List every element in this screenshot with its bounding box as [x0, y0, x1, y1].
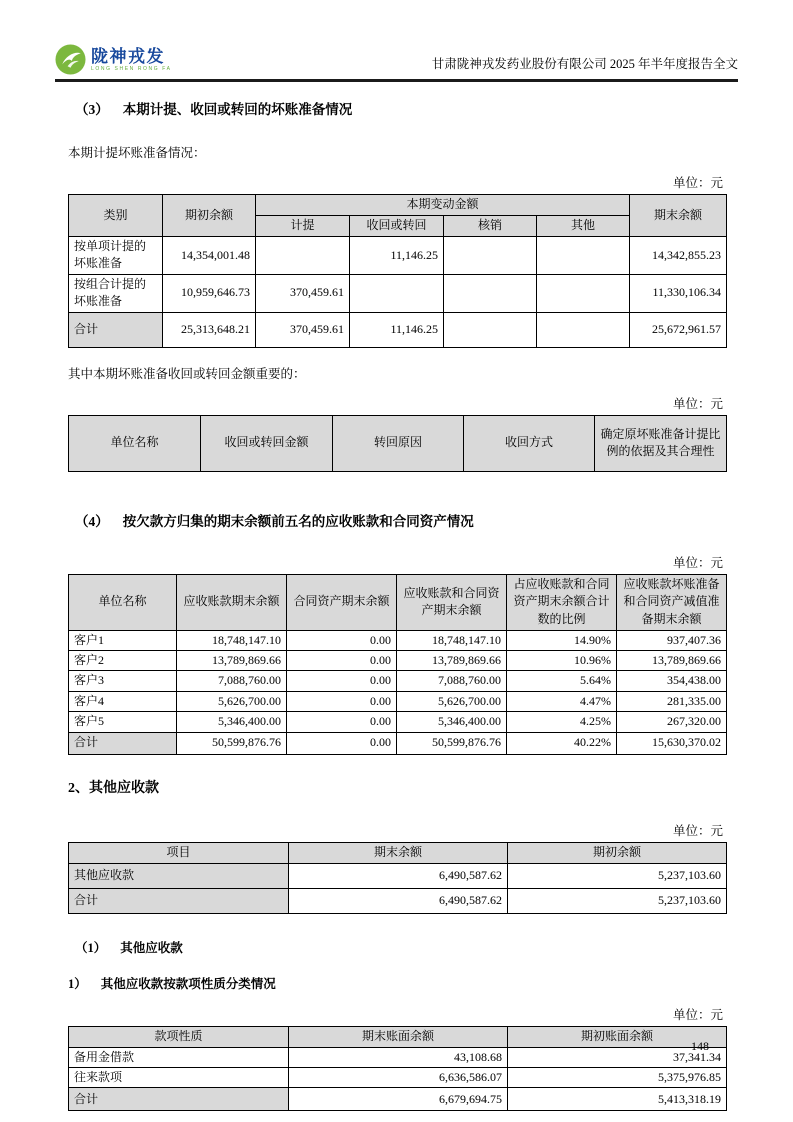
- t3-header-contract-asset-closing: 合同资产期末余额: [287, 574, 397, 630]
- table-total-row: 合计 50,599,876.76 0.00 50,599,876.76 40.22% 15,630,370.02: [69, 732, 727, 754]
- table-total-row: 合计 6,490,587.62 5,237,103.60: [69, 888, 727, 913]
- t1-header-opening-balance: 期初余额: [163, 195, 256, 237]
- table-row: 备用金借款 43,108.68 37,341.34: [69, 1047, 727, 1067]
- t1-header-writeoff: 核销: [444, 216, 537, 237]
- table-row: 往来款项 6,636,586.07 5,375,976.85: [69, 1067, 727, 1087]
- section-2-1-heading: [75, 938, 738, 956]
- t5-header-closing-book-balance: 期末账面余额: [289, 1026, 508, 1047]
- table-row: 客户3 7,088,760.00 0.00 7,088,760.00 5.64% 354,438.00: [69, 671, 727, 691]
- t3-header-unit-name: 单位名称: [69, 574, 177, 630]
- t3-total-label: 合计: [69, 732, 177, 754]
- table-row: 客户1 18,748,147.10 0.00 18,748,147.10 14.90% 937,407.36: [69, 630, 727, 650]
- table-row: 客户2 13,789,869.66 0.00 13,789,869.66 10.96% 13,789,869.66: [69, 650, 727, 670]
- company-logo-icon: [55, 44, 86, 75]
- t4-header-item: 项目: [69, 842, 289, 863]
- t3-row-label: 客户3: [69, 671, 177, 691]
- section-2-1-1-heading: [68, 974, 738, 992]
- t5-row-label: 备用金借款: [69, 1047, 289, 1067]
- t3-row-label: 客户5: [69, 712, 177, 732]
- t1-row-label: 按组合计提的坏账准备: [69, 274, 163, 312]
- section-4-heading: [75, 510, 738, 530]
- page-number: 148: [691, 1039, 709, 1053]
- t4-row-label: 其他应收款: [69, 863, 289, 888]
- t1-header-recovered: 收回或转回: [350, 216, 444, 237]
- unit-label: 单位：元: [672, 176, 723, 190]
- t1-row-label: 按单项计提的坏账准备: [69, 237, 163, 275]
- t2-header-unit-name: 单位名称: [69, 415, 201, 471]
- t3-header-ar-and-contract-closing: 应收账款和合同资产期末余额: [397, 574, 507, 630]
- company-logo: [55, 44, 172, 75]
- section-2-1-title: 其他应收款: [120, 940, 183, 955]
- document-title: 甘肃陇神戎发药业股份有限公司 2025 年半年度报告全文: [431, 57, 738, 71]
- top-five-receivables-table: [68, 574, 727, 755]
- t2-header-basis: 确定原坏账准备计提比例的依据及其合理性: [595, 415, 727, 471]
- table-row: 客户5 5,346,400.00 0.00 5,346,400.00 4.25% 267,320.00: [69, 712, 727, 732]
- section-4-number: （4）: [75, 513, 109, 529]
- section-4-title: 按欠款方归集的期末余额前五名的应收账款和合同资产情况: [122, 513, 474, 529]
- t1-total-label: 合计: [69, 312, 163, 347]
- bad-debt-provision-table: [68, 194, 727, 348]
- t1-header-accrued: 计提: [256, 216, 350, 237]
- other-receivables-summary-table: [68, 842, 727, 914]
- section-2-1-1-title: 其他应收款按款项性质分类情况: [100, 976, 276, 991]
- t5-total-label: 合计: [69, 1088, 289, 1111]
- section-2-1-number: （1）: [75, 940, 107, 955]
- logo-company-name: 陇神戎发: [91, 46, 165, 66]
- table-row: 客户4 5,626,700.00 0.00 5,626,700.00 4.47% 281,335.00: [69, 691, 727, 711]
- section-3-intro: 本期计提坏账准备情况：: [68, 146, 206, 160]
- table-row: 按组合计提的坏账准备 10,959,646.73 370,459.61 11,330,106.34: [69, 274, 727, 312]
- unit-label: 单位：元: [672, 1007, 723, 1022]
- section-2-title: 其他应收款: [89, 780, 159, 796]
- t2-header-reversal-reason: 转回原因: [333, 415, 464, 471]
- unit-label: 单位：元: [672, 396, 723, 411]
- significant-recovery-table: [68, 415, 727, 472]
- table-row: 其他应收款 6,490,587.62 5,237,103.60: [69, 863, 727, 888]
- section-2-1-1-number: 1）: [68, 976, 87, 991]
- t2-header-recovery-method: 收回方式: [464, 415, 595, 471]
- t4-total-label: 合计: [69, 888, 289, 913]
- t5-header-nature: 款项性质: [69, 1026, 289, 1047]
- t1-header-other: 其他: [537, 216, 630, 237]
- table-row: 按单项计提的坏账准备 14,354,001.48 11,146.25 14,342,855.23: [69, 237, 727, 275]
- section-2-number: 2、: [68, 780, 89, 796]
- table-total-row: 合计 25,313,648.21 370,459.61 11,146.25 25,672,961.57: [69, 312, 727, 347]
- t2-header-recovered-amount: 收回或转回金额: [201, 415, 333, 471]
- t3-row-label: 客户4: [69, 691, 177, 711]
- t1-header-category: 类别: [69, 195, 163, 237]
- t3-row-label: 客户2: [69, 650, 177, 670]
- unit-label: 单位：元: [672, 823, 723, 838]
- t3-header-ar-closing: 应收账款期末余额: [177, 574, 287, 630]
- document-header: [55, 0, 738, 82]
- t5-header-opening-book-balance: 期初账面余额: [508, 1026, 727, 1047]
- other-receivables-by-nature-table: [68, 1026, 727, 1112]
- t3-header-provision-closing: 应收账款坏账准备和合同资产减值准备期末余额: [617, 574, 727, 630]
- t3-header-ratio: 占应收账款和合同资产期末余额合计数的比例: [507, 574, 617, 630]
- section-3-intro-2: 其中本期坏账准备收回或转回金额重要的：: [68, 366, 306, 381]
- t5-row-label: 往来款项: [69, 1067, 289, 1087]
- section-3-heading: [75, 98, 738, 118]
- t1-header-closing-balance: 期末余额: [630, 195, 727, 237]
- t4-header-opening-balance: 期初余额: [508, 842, 727, 863]
- unit-label: 单位：元: [672, 555, 723, 570]
- t3-row-label: 客户1: [69, 630, 177, 650]
- table-total-row: 合计 6,679,694.75 5,413,318.19: [69, 1088, 727, 1111]
- t4-header-closing-balance: 期末余额: [289, 842, 508, 863]
- section-3-number: （3）: [75, 102, 109, 117]
- section-3-title: 本期计提、收回或转回的坏账准备情况: [122, 102, 353, 117]
- logo-company-name-en: LONG SHEN RONG FA: [91, 65, 172, 72]
- section-2-heading: [68, 777, 738, 797]
- t1-header-period-change-group: 本期变动金额: [256, 195, 630, 216]
